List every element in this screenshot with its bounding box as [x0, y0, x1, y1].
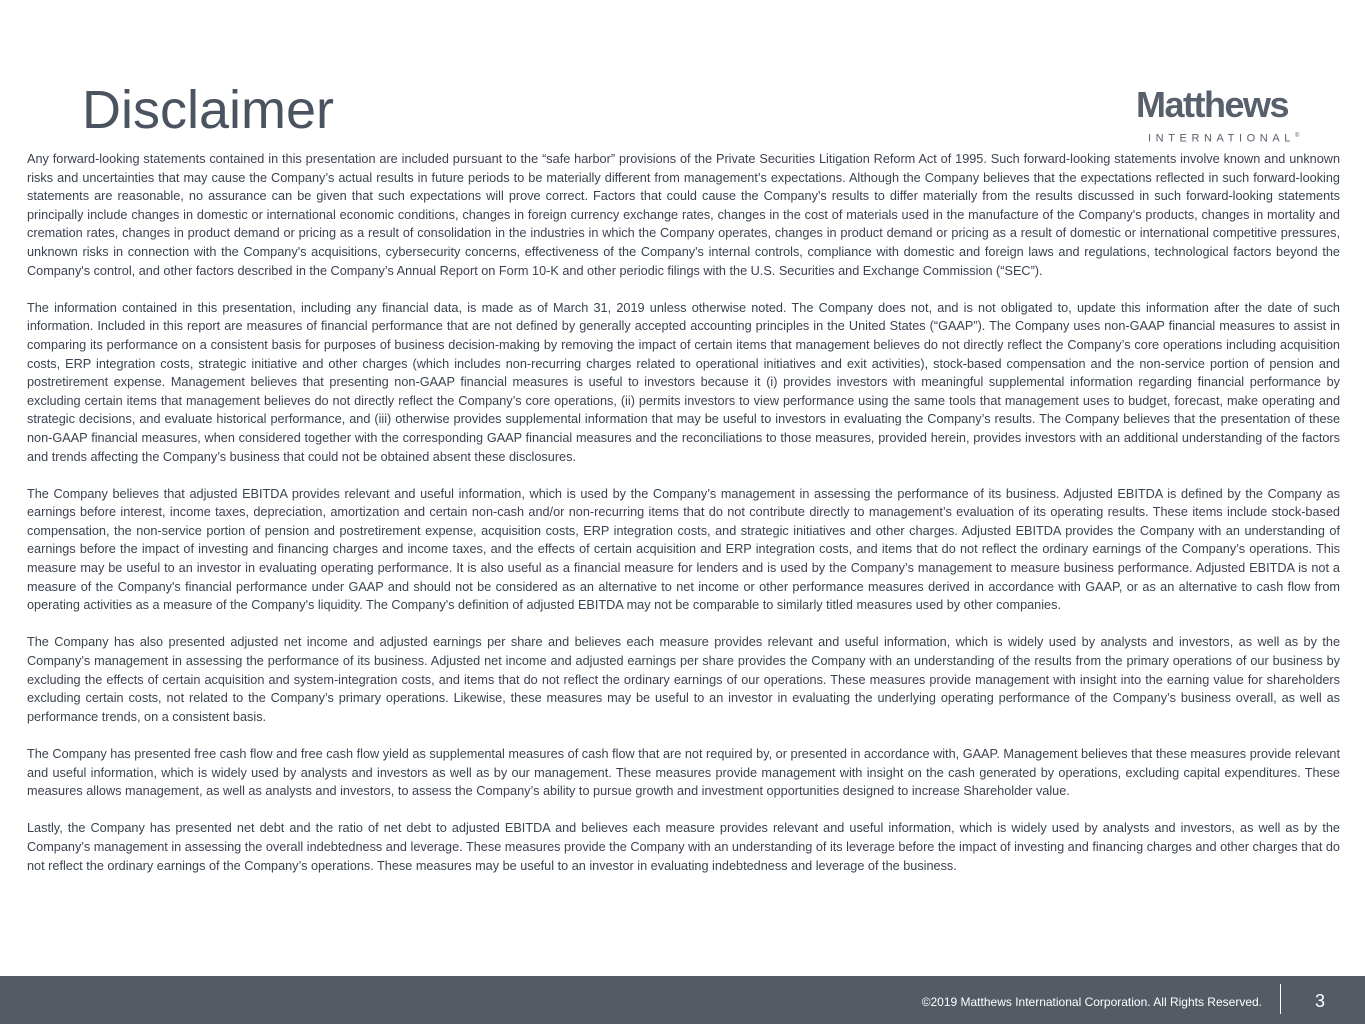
disclaimer-paragraph-net-debt: Lastly, the Company has presented net debt and the ratio of net debt to adjusted EBITDA and believes each measure provides relevant and useful information, which is widely used by analysts and investors, as well as by the Company’s management in assessing the overall indebtedness and leverage. These measures provide the Company with an understanding of its leverage before the impact of investing and financing charges and other charges that do not reflect the ordinary earnings of the Company’s operations. These measures may be useful to an investor in evaluating indebtedness and leverage of the business. — [27, 821, 1340, 873]
disclaimer-paragraph-forward-looking: Any forward-looking statements contained in this presentation are included pursuant to the “safe harbor” provisions of the Private Securities Litigation Reform Act of 1995. Such forward-looking statements involve known and unknown risks and uncertainties that may cause the Company’s actual results in future periods to be materially different from management’s expectations. Although the Company believes that the expectations reflected in such forward-looking statements are reasonable, no assurance can be given that such expectations will prove correct. Factors that could cause the Company's results to differ materially from the results discussed in such forward-looking statements principally include changes in domestic or international economic conditions, changes in foreign currency exchange rates, changes in the cost of materials used in the manufacture of the Company's products, changes in mortality and cremation rates, changes in product demand or pricing as a result of consolidation in the industries in which the Company operates, changes in product demand or pricing as a result of domestic or international competitive pressures, unknown risks in connection with the Company's acquisitions, cybersecurity concerns, effectiveness of the Company's internal controls, compliance with domestic and foreign laws and regulations, technological factors beyond the Company's control, and other factors described in the Company’s Annual Report on Form 10-K and other periodic filings with the U.S. Securities and Exchange Commission (“SEC”). — [27, 152, 1340, 278]
disclaimer-body — [27, 150, 1340, 894]
logo-subtext-label: INTERNATIONAL — [1148, 132, 1295, 145]
footer-bar — [0, 976, 1365, 1024]
disclaimer-paragraph-adjusted-net-income: The Company has also presented adjusted net income and adjusted earnings per share and believes each measure provides relevant and useful information, which is widely used by analysts and investors, as well as by the Company’s management in assessing the performance of its business. Adjusted net income and adjusted earnings per share provides the Company with an understanding of the results from the primary operations of our business by excluding the effects of certain acquisition and system-integration costs, and items that do not reflect the ordinary earnings of our operations. These measures provide management with insight into the earning value for shareholders excluding certain costs, not related to the Company’s primary operations. Likewise, these measures may be useful to an investor in evaluating the underlying operating performance of the Company’s business overall, as well as performance trends, on a consistent basis. — [27, 635, 1340, 724]
copyright-text: ©2019 Matthews International Corporation. All Rights Reserved. — [921, 995, 1262, 1009]
footer-divider — [1280, 984, 1281, 1014]
logo-wordmark: Matthews — [1136, 84, 1289, 125]
page-number: 3 — [1315, 991, 1326, 1011]
registered-mark: ® — [1295, 133, 1300, 139]
matthews-logo — [1136, 85, 1306, 145]
disclaimer-paragraph-non-gaap: The information contained in this presentation, including any financial data, is made as of March 31, 2019 unless otherwise noted. The Company does not, and is not obligated to, update this information after the date of such information. Included in this report are measures of financial performance that are not defined by generally accepted accounting principles in the United States (“GAAP”). The Company uses non-GAAP financial measures to assist in comparing its performance on a consistent basis for purposes of business decision-making by removing the impact of certain items that management believes do not directly reflect the Company’s core operations including acquisition costs, ERP integration costs, strategic initiative and other charges (which includes non-recurring charges related to operational initiatives and exit activities), stock-based compensation and the non-service portion of pension and postretirement expense. Management believes that presenting non-GAAP financial measures is useful to investors because it (i) provides investors with meaningful supplemental information regarding financial performance by excluding certain items that management believes do not directly reflect the Company’s core operations, (ii) permits investors to view performance using the same tools that management uses to budget, forecast, make operating and strategic decisions, and evaluate historical performance, and (iii) otherwise provides supplemental information that may be useful to investors in evaluating the Company’s results. The Company believes that the presentation of these non-GAAP financial measures, when considered together with the corresponding GAAP financial measures and the reconciliations to those measures, provided herein, provides investors with an additional understanding of the factors and trends affecting the Company’s business that could not be obtained absent these disclosures. — [27, 300, 1340, 464]
page-title: Disclaimer — [82, 80, 335, 140]
logo-subtext — [1148, 129, 1299, 146]
disclaimer-paragraph-free-cash-flow: The Company has presented free cash flow and free cash flow yield as supplemental measures of cash flow that are not required by, or presented in accordance with, GAAP. Management believes that these measures provide relevant and useful information, which is widely used by analysts and investors as well as by our management. These measures provide management with insight on the cash generated by operations, excluding capital expenditures. These measures allows management, as well as analysts and investors, to assess the Company’s ability to pursue growth and investment opportunities designed to increase Shareholder value. — [27, 747, 1340, 799]
disclaimer-paragraph-adjusted-ebitda: The Company believes that adjusted EBITDA provides relevant and useful information, which is used by the Company’s management in assessing the performance of its business. Adjusted EBITDA is defined by the Company as earnings before interest, income taxes, depreciation, amortization and certain non-cash and/or non-recurring items that do not contribute directly to management’s evaluation of its operating results. These items include stock-based compensation, the non-service portion of pension and postretirement expense, acquisition costs, ERP integration costs, and strategic initiatives and other charges. Adjusted EBITDA provides the Company with an understanding of earnings before the impact of investing and financing charges and income taxes, and the effects of certain acquisition and ERP integration costs, and items that do not reflect the ordinary earnings of the Company’s operations. This measure may be useful to an investor in evaluating operating performance. It is also useful as a financial measure for lenders and is used by the Company’s management to measure business performance. Adjusted EBITDA is not a measure of the Company's financial performance under GAAP and should not be considered as an alternative to net income or other performance measures derived in accordance with GAAP, or as an alternative to cash flow from operating activities as a measure of the Company's liquidity. The Company's definition of adjusted EBITDA may not be comparable to similarly titled measures used by other companies. — [27, 486, 1340, 613]
